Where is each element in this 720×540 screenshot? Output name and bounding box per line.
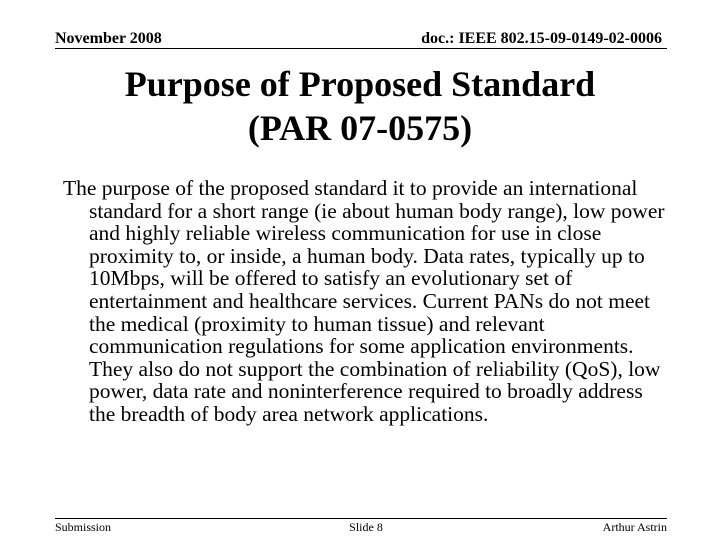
body-paragraph: The purpose of the proposed standard it to provide an international standard for a short range (ie about human body range), low power and highly reliable wireless communication for use in close proximity to, or inside, a human body. Data rates, typically up to 10Mbps, will be offered to satisfy an evolutionary set of entertainment and healthcare services. Current PANs do not meet the medical (proximity to human tissue) and relevant communication regulations for some application environments. They also do not support the combination of reliability (QoS), low power, data rate and noninterference required to broadly address the breadth of body area network applications. (63, 176, 665, 426)
footer-slide-number: Slide 8 (349, 520, 383, 534)
footer-author: Arthur Astrin (602, 520, 667, 534)
slide-body (63, 177, 673, 426)
footer-submission: Submission (55, 520, 112, 534)
header-date: November 2008 (55, 30, 162, 47)
header-divider (55, 48, 667, 49)
slide-title (0, 62, 720, 150)
footer-divider (55, 518, 667, 519)
header-doc-id: doc.: IEEE 802.15-09-0149-02-0006 (421, 30, 662, 47)
slide-title-line2: (PAR 07-0575) (247, 108, 473, 148)
slide-title-line1: Purpose of Proposed Standard (124, 64, 596, 104)
